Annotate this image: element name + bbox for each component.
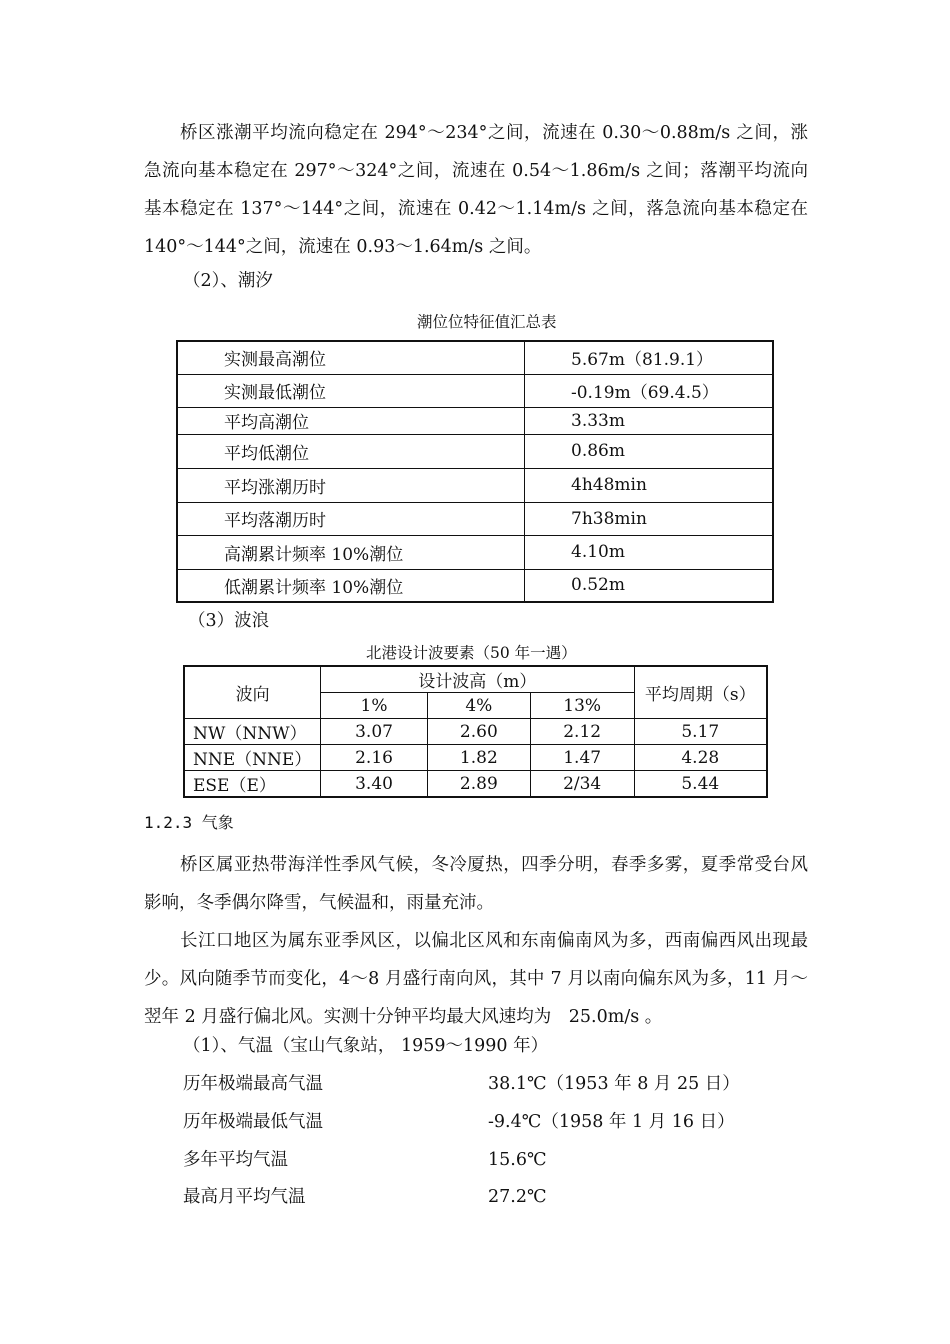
wave-height-1: 3.07 [321, 719, 428, 745]
height-1pct-header: 1% [321, 693, 428, 719]
wave-period: 5.44 [634, 771, 767, 798]
tide-label: 平均落潮历时 [177, 502, 525, 535]
table-row [177, 341, 773, 374]
height-13pct-header: 13% [530, 693, 634, 719]
table-row [177, 468, 773, 502]
tide-value: 5.67m（81.9.1） [525, 341, 774, 374]
tide-label: 实测最低潮位 [177, 374, 525, 407]
table-row [177, 502, 773, 535]
climate-paragraph: 桥区属亚热带海洋性季风气候，冬冷厦热，四季分明，春季多雾，夏季常受台风影响，冬季偶尔降雪，气候温和，雨量充沛。 [144, 855, 808, 913]
period-header: 平均周期（s） [634, 666, 767, 719]
tide-label: 平均涨潮历时 [177, 468, 525, 502]
tide-value: 0.86m [525, 434, 774, 468]
wave-table-caption: 北港设计波要素（50 年一遇） [366, 644, 577, 662]
temperature-value: 27.2℃ [488, 1187, 547, 1207]
tide-table-caption: 潮位位特征值汇总表 [417, 313, 557, 331]
wave-period: 4.28 [634, 745, 767, 771]
table-row [184, 745, 767, 771]
tide-value: -0.19m（69.4.5） [525, 374, 774, 407]
wave-direction: ESE（E） [184, 771, 321, 798]
temperature-value: 38.1℃（1953 年 8 月 25 日） [488, 1074, 740, 1094]
tide-label: 实测最高潮位 [177, 341, 525, 374]
table-row [177, 535, 773, 569]
tidal-current-paragraph: 桥区涨潮平均流向稳定在 294°～234°之间，流速在 0.30～0.88m/s 之间，涨急流向基本稳定在 297°～324°之间，流速在 0.54～1.86m/s 之间；落潮平均流向基本稳定在 137°～144°之间，流速在 0.42～1.14m/s 之间，落急流向基本稳定在 140°～144°之间，流速在 0.93～1.64m/s 之间。 [144, 123, 808, 257]
tide-value: 4.10m [525, 535, 774, 569]
table-header-row [184, 666, 767, 693]
temperature-value: 15.6℃ [488, 1150, 547, 1170]
table-row [177, 569, 773, 602]
temperature-label: 最高月平均气温 [183, 1187, 306, 1207]
tide-value: 4h48min [525, 468, 774, 502]
tide-value: 0.52m [525, 569, 774, 602]
wave-height-header: 设计波高（m） [321, 666, 634, 693]
wave-direction: NW（NNW） [184, 719, 321, 745]
temperature-heading: （1）、气温（宝山气象站， 1959～1990 年） [183, 1036, 549, 1056]
tide-value: 7h38min [525, 502, 774, 535]
weather-section-heading: 1.2.3 气象 [144, 813, 234, 832]
wave-direction: NNE（NNE） [184, 745, 321, 771]
table-row [177, 434, 773, 468]
temperature-label: 历年极端最高气温 [183, 1074, 323, 1094]
tide-value: 3.33m [525, 407, 774, 434]
wave-height-13: 1.47 [530, 745, 634, 771]
table-row [177, 407, 773, 434]
tide-heading: （2）、潮汐 [183, 271, 273, 291]
wave-period: 5.17 [634, 719, 767, 745]
tide-label: 高潮累计频率 10%潮位 [177, 535, 525, 569]
temperature-value: -9.4℃（1958 年 1 月 16 日） [488, 1112, 735, 1132]
design-wave-table [183, 665, 768, 798]
table-row [177, 374, 773, 407]
direction-header: 波向 [184, 666, 321, 719]
wave-height-4: 1.82 [427, 745, 530, 771]
wave-height-13: 2/34 [530, 771, 634, 798]
tide-label: 低潮累计频率 10%潮位 [177, 569, 525, 602]
tide-label: 平均低潮位 [177, 434, 525, 468]
table-row [184, 771, 767, 798]
wave-height-1: 2.16 [321, 745, 428, 771]
wave-height-4: 2.60 [427, 719, 530, 745]
wave-height-1: 3.40 [321, 771, 428, 798]
tide-label: 平均高潮位 [177, 407, 525, 434]
temperature-label: 历年极端最低气温 [183, 1112, 323, 1132]
wave-height-4: 2.89 [427, 771, 530, 798]
temperature-label: 多年平均气温 [183, 1150, 288, 1170]
wave-heading: （3）波浪 [188, 611, 270, 631]
height-4pct-header: 4% [427, 693, 530, 719]
table-row [184, 719, 767, 745]
wave-height-13: 2.12 [530, 719, 634, 745]
tide-characteristics-table [176, 340, 774, 603]
wind-paragraph: 长江口地区为属东亚季风区，以偏北区风和东南偏南风为多，西南偏西风出现最少。风向随季节而变化，4～8 月盛行南向风，其中 7 月以南向偏东风为多，11 月～翌年 2 月盛行偏北风。实测十分钟平均最大风速均为 25.0m/s 。 [144, 931, 808, 1027]
